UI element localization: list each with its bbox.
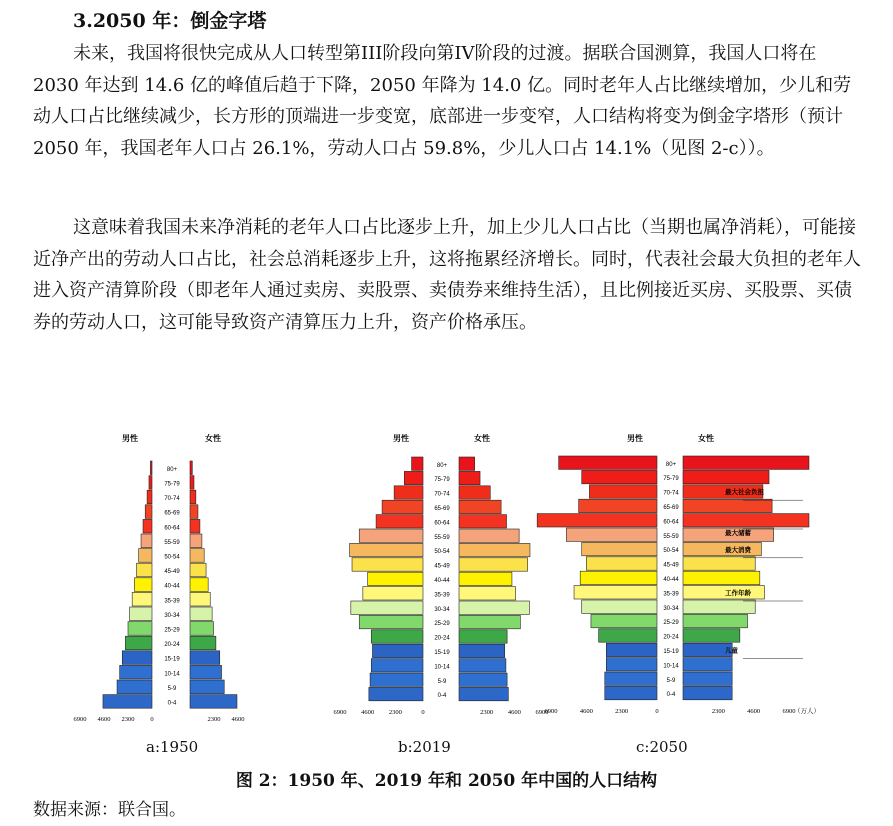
age-label-35-39: 35-39 [164, 598, 180, 605]
age-label-65-69: 65-69 [164, 510, 180, 517]
male-bar-5-9 [370, 673, 423, 686]
female-bar-20-24 [190, 636, 216, 650]
x-tick-label: 4600 [579, 707, 593, 715]
female-bar-40-44 [190, 578, 208, 592]
male-label: 男性 [122, 434, 138, 443]
age-label-10-14: 10-14 [164, 671, 180, 678]
male-bar-40-44 [580, 571, 657, 584]
female-bar-25-29 [683, 614, 748, 627]
age-label-30-34: 30-34 [434, 606, 450, 613]
section-heading: 3.2050 年：倒金字塔 [73, 10, 267, 32]
male-bar-80+ [559, 456, 657, 469]
x-tick-label: 6900 [333, 708, 347, 716]
x-tick-label: 0 [655, 707, 659, 715]
x-tick-label: 6900 [535, 708, 549, 716]
male-bar-50-54 [350, 543, 423, 556]
male-bar-50-54 [139, 549, 152, 563]
male-bar-50-54 [582, 542, 657, 555]
female-bar-55-59 [459, 529, 519, 542]
pyramid-1950-label: a:1950 [146, 738, 199, 756]
x-tick-label: 2300 [207, 716, 221, 724]
age-label-30-34: 30-34 [663, 605, 679, 612]
age-label-75-79: 75-79 [663, 476, 679, 483]
age-label-70-74: 70-74 [434, 491, 450, 498]
age-label-60-64: 60-64 [434, 520, 450, 527]
male-bar-75-79 [149, 476, 152, 490]
age-label-5-9: 5-9 [167, 685, 177, 692]
male-bar-40-44 [134, 578, 152, 592]
female-bar-5-9 [459, 673, 507, 686]
x-tick-label: 6900 [73, 716, 87, 724]
age-label-75-79: 75-79 [434, 477, 450, 484]
x-tick-label: 4600 [231, 716, 245, 724]
age-label-25-29: 25-29 [663, 620, 679, 627]
paragraph-2-text: 这意味着我国未来净消耗的老年人口占比逐步上升，加上少儿人口占比（当期也属净消耗），可能接近净产出的劳动人口占比，社会总消耗逐步上升，这将拖累经济增长。同时，代表社会最大负担的老年人进入资产清算阶段（即老年人通过卖房、卖股票、卖债券来维持生活），且比例接近买房、买股票、买债券的劳动人口，这可能导致资产清算压力上升，资产价格承压。 [33, 217, 861, 333]
female-label: 女性 [474, 434, 490, 443]
male-bar-55-59 [359, 529, 423, 542]
male-bar-0-4 [369, 687, 423, 700]
age-label-80+: 80+ [436, 462, 448, 469]
female-bar-25-29 [459, 615, 520, 628]
age-label-70-74: 70-74 [663, 490, 679, 497]
age-label-55-59: 55-59 [434, 534, 450, 541]
male-bar-10-14 [371, 659, 423, 672]
x-tick-label: 0 [150, 716, 154, 724]
female-bar-65-69 [459, 500, 501, 513]
male-bar-45-49 [137, 563, 152, 577]
x-tick-label: 2300 [711, 707, 725, 715]
male-label: 男性 [627, 434, 643, 443]
female-label: 女性 [698, 434, 714, 443]
male-label: 男性 [393, 434, 409, 443]
male-bar-20-24 [371, 630, 423, 643]
x-tick-label: 4600 [361, 708, 375, 716]
female-label: 女性 [205, 434, 221, 443]
pyramid-1950 [73, 425, 300, 725]
male-bar-40-44 [368, 572, 423, 585]
pyramid-1950-svg [73, 425, 300, 725]
x-tick-label: 2300 [121, 716, 135, 724]
x-unit-label: （万人） [794, 707, 820, 715]
age-label-40-44: 40-44 [434, 577, 450, 584]
male-bar-65-69 [382, 500, 423, 513]
male-bar-5-9 [117, 680, 152, 694]
age-label-80+: 80+ [166, 466, 178, 473]
male-bar-65-69 [145, 505, 152, 519]
male-bar-10-14 [120, 665, 152, 679]
age-label-55-59: 55-59 [663, 533, 679, 540]
male-bar-75-79 [582, 470, 657, 483]
age-label-20-24: 20-24 [164, 642, 180, 649]
female-bar-15-19 [190, 651, 220, 665]
pyramid-2050 [544, 425, 855, 725]
annotation-label: 工作年龄 [725, 590, 751, 597]
male-bar-60-64 [537, 514, 657, 527]
female-bar-10-14 [683, 658, 732, 671]
age-label-50-54: 50-54 [434, 549, 450, 556]
age-label-45-49: 45-49 [434, 563, 450, 570]
age-label-65-69: 65-69 [434, 505, 450, 512]
pyramid-2019-svg [305, 425, 549, 725]
age-label-55-59: 55-59 [164, 539, 180, 546]
female-bar-80+ [190, 461, 192, 475]
male-bar-15-19 [606, 643, 657, 656]
age-label-10-14: 10-14 [434, 664, 450, 671]
female-bar-75-79 [683, 470, 769, 483]
age-label-50-54: 50-54 [164, 554, 180, 561]
female-bar-20-24 [683, 629, 740, 642]
female-bar-80+ [683, 456, 809, 469]
age-label-25-29: 25-29 [434, 621, 450, 628]
age-label-45-49: 45-49 [164, 569, 180, 576]
male-bar-75-79 [404, 471, 423, 484]
age-label-15-19: 15-19 [434, 649, 450, 656]
female-bar-10-14 [459, 659, 506, 672]
male-bar-10-14 [606, 658, 657, 671]
paragraph-1-text: 未来，我国将很快完成从人口转型第III阶段向第IV阶段的过渡。据联合国测算，我国人口将在 2030 年达到 14.6 亿的峰值后趋于下降，2050 年降为 14.0 亿。同时老年人占比继续增加，少儿和劳动人口占比继续减少，长方形的顶端进一步变宽，底部进一步变窄，人口结构将变为倒金字塔形（预计 2050 年，我国老年人口占 26.1%，劳动人口占 59.8%，少儿人口占 14.1%（见图 2-c））。 [33, 43, 852, 159]
pyramid-2050-svg [544, 425, 855, 725]
male-bar-55-59 [141, 534, 152, 548]
age-label-5-9: 5-9 [666, 677, 676, 684]
x-tick-label: 0 [421, 708, 425, 716]
male-bar-5-9 [605, 672, 657, 685]
male-bar-35-39 [574, 586, 657, 599]
x-tick-label: 4600 [507, 708, 521, 716]
male-bar-0-4 [605, 686, 657, 699]
female-bar-5-9 [683, 672, 732, 685]
age-label-25-29: 25-29 [164, 627, 180, 634]
male-bar-70-74 [589, 485, 657, 498]
x-tick-label: 2300 [480, 708, 494, 716]
male-bar-80+ [150, 461, 152, 475]
female-bar-50-54 [190, 549, 204, 563]
figure-caption: 图 2：1950 年、2019 年和 2050 年中国的人口结构 [235, 771, 658, 791]
male-bar-20-24 [125, 636, 152, 650]
pyramid-2019-label: b:2019 [398, 738, 451, 756]
male-bar-15-19 [122, 651, 152, 665]
female-bar-65-69 [190, 505, 198, 519]
x-tick-label: 2300 [615, 707, 629, 715]
male-bar-45-49 [586, 557, 657, 570]
x-tick-label: 4600 [747, 707, 761, 715]
male-bar-20-24 [599, 629, 657, 642]
age-label-0-4: 0-4 [666, 692, 676, 699]
female-bar-45-49 [190, 563, 206, 577]
female-bar-65-69 [683, 499, 772, 512]
male-bar-80+ [412, 457, 423, 470]
female-bar-40-44 [459, 572, 512, 585]
female-bar-0-4 [190, 695, 237, 709]
female-bar-30-34 [459, 601, 529, 614]
male-bar-45-49 [352, 558, 423, 571]
female-bar-30-34 [683, 600, 755, 613]
age-label-60-64: 60-64 [663, 519, 679, 526]
female-bar-40-44 [683, 571, 760, 584]
annotation-label: 最大消费 [725, 546, 751, 554]
male-bar-70-74 [147, 490, 152, 504]
female-bar-20-24 [459, 630, 507, 643]
female-bar-35-39 [683, 586, 764, 599]
age-label-70-74: 70-74 [164, 496, 180, 503]
female-bar-60-64 [683, 514, 809, 527]
annotation-label: 最大储蓄 [725, 530, 751, 537]
female-bar-60-64 [459, 515, 507, 528]
female-bar-55-59 [190, 534, 202, 548]
x-tick-label: 2300 [388, 708, 402, 716]
age-label-40-44: 40-44 [164, 583, 180, 590]
age-label-0-4: 0-4 [167, 700, 177, 707]
data-source: 数据来源：联合国。 [33, 800, 186, 820]
female-bar-50-54 [459, 543, 530, 556]
male-bar-0-4 [103, 695, 152, 709]
male-bar-35-39 [132, 592, 152, 606]
x-tick-label: 6900 [544, 707, 558, 715]
male-bar-30-34 [582, 600, 657, 613]
age-label-30-34: 30-34 [164, 612, 180, 619]
age-label-10-14: 10-14 [663, 663, 679, 670]
pyramid-2019 [305, 425, 549, 725]
age-label-0-4: 0-4 [437, 693, 447, 700]
age-label-20-24: 20-24 [663, 634, 679, 641]
male-bar-25-29 [128, 622, 152, 636]
male-bar-65-69 [579, 499, 657, 512]
age-label-15-19: 15-19 [164, 656, 180, 663]
female-bar-35-39 [190, 592, 210, 606]
annotation-label: 儿童 [725, 647, 738, 655]
female-bar-5-9 [190, 680, 224, 694]
female-bar-45-49 [683, 557, 755, 570]
female-bar-80+ [459, 457, 475, 470]
male-bar-30-34 [130, 607, 152, 621]
age-label-60-64: 60-64 [164, 525, 180, 532]
female-bar-0-4 [683, 686, 732, 699]
male-bar-25-29 [359, 615, 423, 628]
x-tick-label: 6900 [782, 707, 796, 715]
male-bar-60-64 [143, 519, 152, 533]
pyramid-2050-label: c:2050 [636, 738, 688, 756]
age-label-50-54: 50-54 [663, 548, 679, 555]
male-bar-35-39 [363, 587, 423, 600]
female-bar-25-29 [190, 622, 213, 636]
age-label-75-79: 75-79 [164, 481, 180, 488]
age-label-35-39: 35-39 [663, 591, 679, 598]
female-bar-75-79 [459, 471, 480, 484]
male-bar-15-19 [372, 644, 423, 657]
female-bar-10-14 [190, 665, 222, 679]
annotation-label: 最大社会负担 [725, 489, 764, 497]
female-bar-75-79 [190, 476, 194, 490]
age-label-35-39: 35-39 [434, 592, 450, 599]
female-bar-0-4 [459, 687, 508, 700]
male-bar-60-64 [376, 515, 423, 528]
female-bar-70-74 [459, 486, 490, 499]
age-label-15-19: 15-19 [663, 648, 679, 655]
female-bar-35-39 [459, 587, 516, 600]
age-label-5-9: 5-9 [437, 678, 447, 685]
age-label-20-24: 20-24 [434, 635, 450, 642]
age-label-40-44: 40-44 [663, 576, 679, 583]
paragraph-1 [33, 38, 863, 164]
female-bar-70-74 [190, 490, 196, 504]
female-bar-30-34 [190, 607, 212, 621]
age-label-45-49: 45-49 [663, 562, 679, 569]
female-bar-45-49 [459, 558, 528, 571]
male-bar-30-34 [351, 601, 423, 614]
male-bar-70-74 [394, 486, 423, 499]
male-bar-55-59 [566, 528, 657, 541]
female-bar-15-19 [459, 644, 505, 657]
paragraph-2 [33, 212, 863, 338]
age-label-80+: 80+ [665, 461, 677, 468]
male-bar-25-29 [591, 614, 657, 627]
age-label-65-69: 65-69 [663, 504, 679, 511]
x-tick-label: 4600 [97, 716, 111, 724]
female-bar-60-64 [190, 519, 200, 533]
